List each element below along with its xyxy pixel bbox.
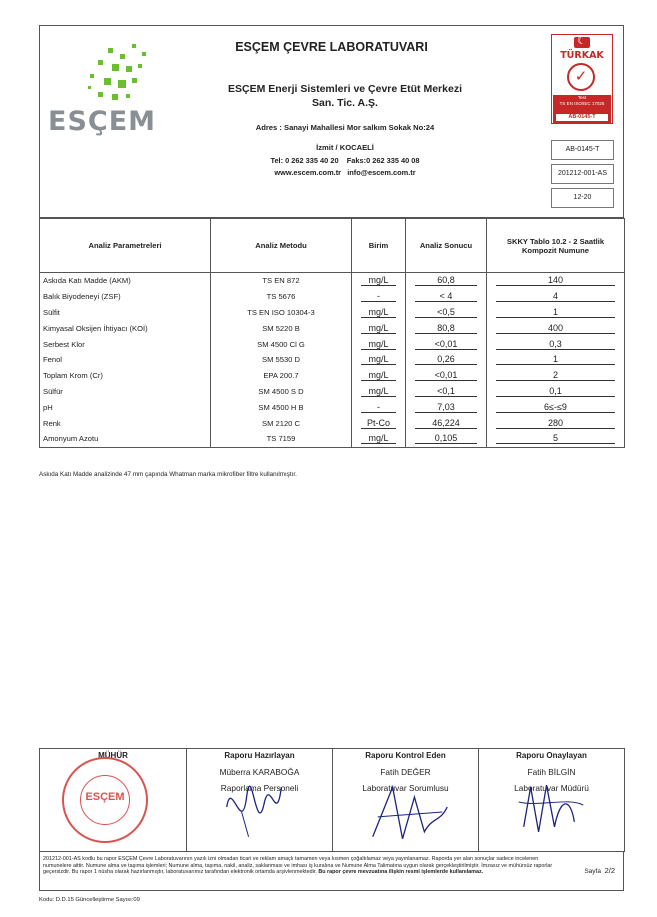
- method-cell: SM 5530 D: [211, 352, 352, 368]
- prepared-signature: [187, 767, 332, 847]
- param-cell: Balık Biyodeneyi (ZSF): [40, 289, 211, 305]
- table-row: [40, 415, 625, 431]
- document-code: Kodu: D.D.15 Güncelleştirme Sayısı:09: [39, 897, 140, 903]
- company-address: Adres : Sanayi Mahallesi Mor salkım Sokak No:24 İzmit / KOCAELİ: [255, 123, 435, 152]
- controlled-signature: [333, 767, 478, 847]
- lab-title: ESÇEM ÇEVRE LABORATUVARI: [235, 40, 428, 54]
- report-header: [39, 25, 624, 218]
- table-row: [40, 320, 625, 336]
- limit-cell: 4: [487, 289, 625, 305]
- result-cell: 7,03: [406, 399, 487, 415]
- limit-cell: 400: [487, 320, 625, 336]
- limit-cell: 1: [487, 352, 625, 368]
- accreditation-number: AB-0145-T: [556, 114, 608, 121]
- ref-accreditation-code: AB-0145-T: [551, 140, 614, 160]
- result-cell: 80,8: [406, 320, 487, 336]
- prepared-by-name: Müberra KARABOĞA: [219, 767, 300, 777]
- unit-cell: mg/L: [352, 305, 406, 321]
- footnote: Askıda Katı Madde analizinde 47 mm çapında Whatman marka mikrofiber filtre kullanılmıştır.: [39, 471, 297, 478]
- unit-cell: mg/L: [352, 352, 406, 368]
- logo-wordmark: ESÇEM: [48, 106, 157, 137]
- unit-cell: -: [352, 289, 406, 305]
- limit-cell: 0,3: [487, 336, 625, 352]
- limit-cell: 2: [487, 368, 625, 384]
- approved-by-cell: Raporu Onaylayan Fatih BİLGİN Laboratuvar Müdürü: [479, 749, 625, 852]
- signature-table: [39, 748, 625, 852]
- turkak-accreditation-badge: ☾ TÜRKAK ✓ Test TS EN ISO/IEC 17025 AB-0145-T: [551, 34, 613, 124]
- table-header-row: [40, 219, 625, 273]
- param-cell: Fenol: [40, 352, 211, 368]
- unit-cell: mg/L: [352, 368, 406, 384]
- param-cell: Serbest Klor: [40, 336, 211, 352]
- method-cell: SM 2120 C: [211, 415, 352, 431]
- website-link[interactable]: www.escem.com.tr: [274, 168, 342, 177]
- phone-number: Tel: 0 262 335 40 20: [270, 156, 339, 165]
- table-row: [40, 352, 625, 368]
- method-cell: TS 7159: [211, 431, 352, 447]
- param-cell: Sülfür: [40, 384, 211, 400]
- table-row: [40, 305, 625, 321]
- turkish-flag-icon: [574, 37, 590, 48]
- method-cell: EPA 200.7: [211, 368, 352, 384]
- method-cell: SM 4500 H B: [211, 399, 352, 415]
- col-header-limit: SKKY Tablo 10.2 - 2 Saatlik Kompozit Numune: [487, 219, 625, 273]
- result-cell: <0,01: [406, 336, 487, 352]
- limit-cell: 5: [487, 431, 625, 447]
- result-cell: <0,01: [406, 368, 487, 384]
- prepared-by-role: Raporlama Personeli: [220, 783, 299, 793]
- stamp-title: MÜHÜR: [98, 751, 128, 760]
- col-header-method: Analiz Metodu: [211, 219, 352, 273]
- report-disclaimer: 201212-001-AS kodlu bu rapor ESÇEM Çevre Laboratuvarının yazılı izni olmadan ticari ve reklam amaçlı tamamen veya kısmen çoğaltılamaz veya yayınlanamaz. Raporda yer alan sonuçlar sadece incelenen numunelere aittir. Numune alma ve taşıma işlemleri; Numune alma, taşıma, nakil, analiz, saklanması ve imhası iş kuralına ve Numune Alma Talimatına uygun olarak gerçekleştirilmiştir. İmzasız ve mühürsüz raporlar geçersizdir. Bu rapor 1 nüsha olarak hazırlanmıştır, laboratuvarımız tarafından elektronik ortamda arşivlenmektedir. Bu rapor çevre mevzuatına ilişkin resmi işlemlerde kullanılamaz. Sayfa 2/2: [39, 851, 624, 891]
- method-cell: TS EN ISO 10304-3: [211, 305, 352, 321]
- result-cell: <0,1: [406, 384, 487, 400]
- table-row: [40, 368, 625, 384]
- analysis-results-table: [39, 218, 625, 448]
- param-cell: Sülfit: [40, 305, 211, 321]
- table-row: [40, 336, 625, 352]
- method-cell: TS 5676: [211, 289, 352, 305]
- unit-cell: mg/L: [352, 431, 406, 447]
- controlled-by-role: Laboratuvar Sorumlusu: [362, 783, 449, 793]
- method-cell: SM 4500 Cl G: [211, 336, 352, 352]
- result-cell: < 4: [406, 289, 487, 305]
- unit-cell: -: [352, 399, 406, 415]
- table-row: [40, 399, 625, 415]
- param-cell: Kimyasal Oksijen İhtiyacı (KOİ): [40, 320, 211, 336]
- param-cell: Toplam Krom (Cr): [40, 368, 211, 384]
- unit-cell: mg/L: [352, 384, 406, 400]
- unit-cell: mg/L: [352, 320, 406, 336]
- approved-signature: [479, 767, 624, 847]
- company-name: ESÇEM Enerji Sistemleri ve Çevre Etüt Merkezi San. Tic. A.Ş.: [227, 83, 462, 109]
- method-cell: SM 5220 B: [211, 320, 352, 336]
- controlled-by-cell: Raporu Kontrol Eden Fatih DEĞER Laboratuvar Sorumlusu: [333, 749, 479, 852]
- limit-cell: 1: [487, 305, 625, 321]
- method-cell: TS EN 872: [211, 273, 352, 289]
- param-cell: pH: [40, 399, 211, 415]
- table-row: [40, 431, 625, 447]
- col-header-result: Analiz Sonucu: [406, 219, 487, 273]
- stamp-cell: [40, 749, 187, 852]
- ref-report-number: 201212-001-AS: [551, 164, 614, 184]
- limit-cell: 0,1: [487, 384, 625, 400]
- method-cell: SM 4500 S D: [211, 384, 352, 400]
- fax-number: Faks:0 262 335 40 08: [346, 156, 420, 165]
- email-link[interactable]: info@escem.com.tr: [347, 168, 416, 177]
- approved-by-role: Laboratuvar Müdürü: [514, 783, 589, 793]
- company-stamp: ESÇEM: [62, 757, 148, 843]
- ref-date-code: 12-20: [551, 188, 614, 208]
- unit-cell: mg/L: [352, 273, 406, 289]
- param-cell: Askıda Katı Madde (AKM): [40, 273, 211, 289]
- prepared-by-cell: Raporu Hazırlayan Müberra KARABOĞA Raporlama Personeli: [187, 749, 333, 852]
- page-indicator: [584, 868, 615, 876]
- unit-cell: Pt-Co: [352, 415, 406, 431]
- checkmark-icon: ✓: [567, 63, 595, 91]
- controlled-by-name: Fatih DEĞER: [380, 767, 431, 777]
- table-row: [40, 273, 625, 289]
- result-cell: 46,224: [406, 415, 487, 431]
- limit-cell: 6≤-≤9: [487, 399, 625, 415]
- table-row: [40, 289, 625, 305]
- result-cell: <0,5: [406, 305, 487, 321]
- col-header-unit: Birim: [352, 219, 406, 273]
- param-cell: Amonyum Azotu: [40, 431, 211, 447]
- approved-by-name: Fatih BİLGİN: [527, 767, 576, 777]
- col-header-param: Analiz Parametreleri: [40, 219, 211, 273]
- page-label: Sayfa: [584, 868, 601, 875]
- result-cell: 0,105: [406, 431, 487, 447]
- table-row: [40, 384, 625, 400]
- unit-cell: mg/L: [352, 336, 406, 352]
- company-contact: [200, 155, 490, 179]
- result-cell: 0,26: [406, 352, 487, 368]
- result-cell: 60,8: [406, 273, 487, 289]
- escem-logo: [48, 40, 168, 160]
- page-number: 2/2: [604, 866, 615, 875]
- limit-cell: 140: [487, 273, 625, 289]
- param-cell: Renk: [40, 415, 211, 431]
- limit-cell: 280: [487, 415, 625, 431]
